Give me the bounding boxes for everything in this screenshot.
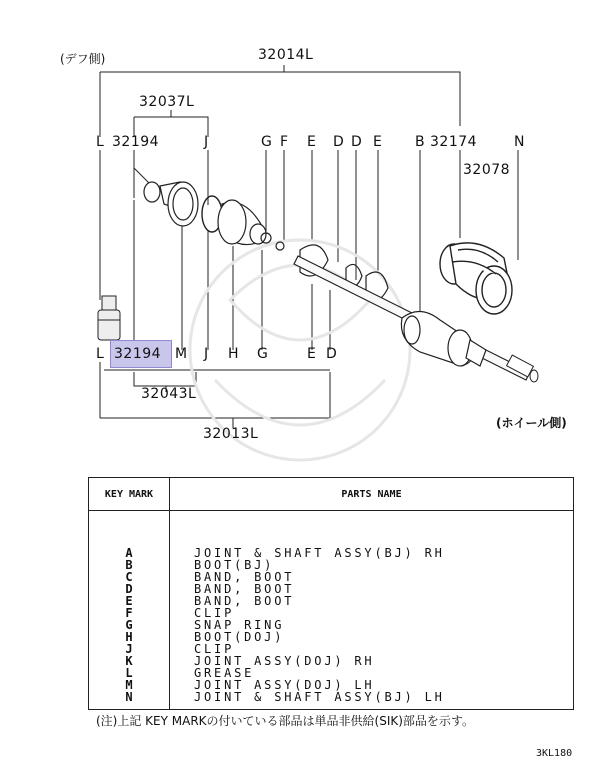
part-name-F: CLIP [194, 606, 235, 620]
key-mark-J: J [125, 642, 133, 656]
callout-32013L[interactable]: 32013L [203, 426, 259, 442]
key-mark-B-top[interactable]: B [415, 134, 426, 150]
key-mark-E: E [125, 594, 133, 608]
callout-32194-bottom-highlighted[interactable]: 32194 [114, 346, 162, 362]
key-mark-F: F [125, 606, 133, 620]
callout-32078[interactable]: 32078 [463, 162, 511, 178]
key-mark-H: H [125, 630, 133, 644]
part-name-E: BAND, BOOT [194, 594, 295, 608]
key-mark-E-top-2[interactable]: E [373, 134, 383, 150]
key-mark-header: KEY MARK [89, 478, 170, 511]
part-name-N: JOINT & SHAFT ASSY(BJ) LH [194, 690, 445, 704]
key-mark-G-top[interactable]: G [261, 134, 273, 150]
part-name-G: SNAP RING [194, 618, 285, 632]
key-mark-K: K [125, 654, 133, 668]
part-name-D: BAND, BOOT [194, 582, 295, 596]
key-mark-D-top-2[interactable]: D [351, 134, 363, 150]
part-name-B: BOOT(BJ) [194, 558, 275, 572]
key-mark-D: D [125, 582, 133, 596]
key-mark-B: B [125, 558, 133, 572]
key-mark-A: A [125, 546, 133, 560]
part-name-J: CLIP [194, 642, 235, 656]
part-name-A: JOINT & SHAFT ASSY(BJ) RH [194, 546, 445, 560]
key-mark-C: C [125, 570, 133, 584]
differential-side-label: (デフ側) [60, 52, 106, 66]
key-mark-M: M [125, 678, 133, 692]
parts-name-column [170, 511, 574, 710]
callout-32174[interactable]: 32174 [430, 134, 478, 150]
part-name-H: BOOT(DOJ) [194, 630, 285, 644]
figure-code: 3KL180 [536, 748, 573, 759]
key-mark-J-bottom[interactable]: J [204, 346, 209, 362]
callout-32194-top[interactable]: 32194 [112, 134, 160, 150]
key-mark-F-top[interactable]: F [280, 134, 289, 150]
key-mark-L-bottom[interactable]: L [96, 346, 105, 362]
callout-32043L[interactable]: 32043L [141, 386, 197, 402]
key-mark-N-top[interactable]: N [514, 134, 525, 150]
parts-name-header: PARTS NAME [170, 478, 574, 511]
key-mark-N: N [125, 690, 133, 704]
key-mark-L-top[interactable]: L [96, 134, 105, 150]
key-mark-J-top[interactable]: J [204, 134, 209, 150]
part-name-C: BAND, BOOT [194, 570, 295, 584]
key-mark-E-top-1[interactable]: E [307, 134, 317, 150]
part-name-M: JOINT ASSY(DOJ) LH [194, 678, 375, 692]
key-mark-G: G [125, 618, 133, 632]
key-mark-E-bottom[interactable]: E [307, 346, 317, 362]
callout-32037L[interactable]: 32037L [139, 94, 195, 110]
wheel-side-label: (ホイール側) [496, 416, 567, 430]
key-mark-D-bottom[interactable]: D [326, 346, 338, 362]
parts-table [88, 477, 574, 710]
key-mark-column [89, 511, 170, 710]
key-mark-D-top-1[interactable]: D [333, 134, 345, 150]
key-mark-H-bottom[interactable]: H [228, 346, 240, 362]
callout-32014L[interactable]: 32014L [258, 47, 314, 63]
key-mark-G-bottom[interactable]: G [257, 346, 269, 362]
part-name-L: GREASE [194, 666, 255, 680]
key-mark-M-bottom[interactable]: M [175, 346, 188, 362]
key-mark-L: L [125, 666, 133, 680]
footnote: (注)上記 KEY MARKの付いている部品は単品非供給(SIK)部品を示す。 [96, 714, 474, 728]
part-name-K: JOINT ASSY(DOJ) RH [194, 654, 375, 668]
